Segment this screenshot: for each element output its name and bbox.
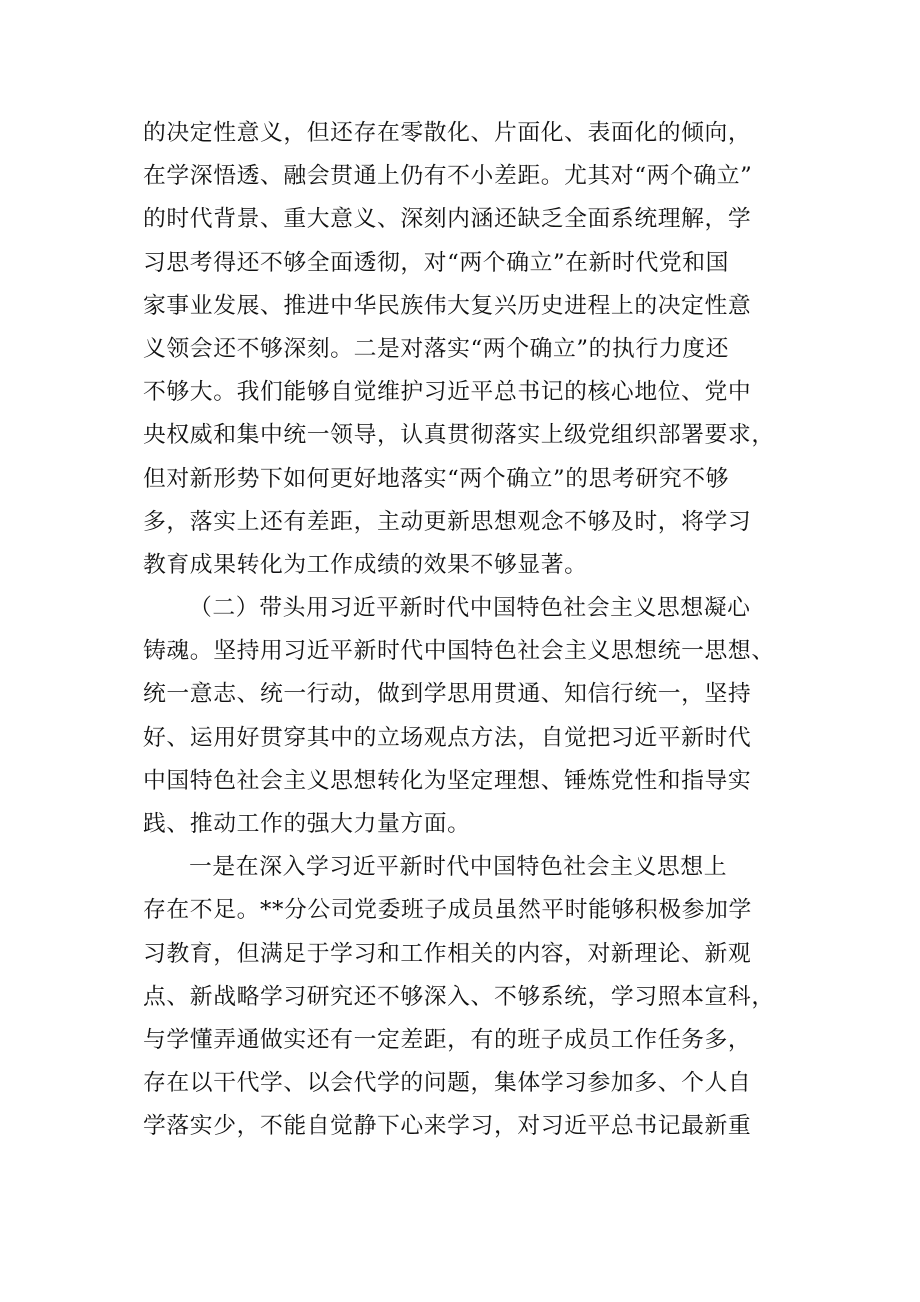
text-line: 学落实少，不能自觉静下心来学习，对习近平总书记最新重 bbox=[143, 1113, 752, 1140]
text-line: 铸魂。坚持用习近平新时代中国特色社会主义思想统一思想、 bbox=[143, 638, 775, 665]
text-line: 统一意志、统一行动，做到学思用贯通、知信行统一，坚持 bbox=[143, 681, 752, 708]
text-line: 存在不足。**分公司党委班子成员虽然平时能够积极参加学 bbox=[143, 897, 752, 924]
text-line: 家事业发展、推进中华民族伟大复兴历史进程上的决定性意 bbox=[143, 292, 752, 319]
text-line: 与学懂弄通做实还有一定差距，有的班子成员工作任务多， bbox=[143, 1026, 752, 1053]
text-line: 多，落实上还有差距，主动更新思想观念不够及时，将学习 bbox=[143, 508, 752, 535]
text-line: 义领会还不够深刻。二是对落实“两个确立”的执行力度还 bbox=[143, 335, 730, 362]
text-line: 存在以干代学、以会代学的问题，集体学习参加多、个人自 bbox=[143, 1070, 752, 1097]
text-line-first-indented: 一是在深入学习近平新时代中国特色社会主义思想上 bbox=[189, 854, 728, 881]
text-line: 但对新形势下如何更好地落实“两个确立”的思考研究不够 bbox=[143, 465, 730, 492]
paragraph-1 bbox=[143, 112, 793, 587]
text-line: 习教育，但满足于学习和工作相关的内容，对新理论、新观 bbox=[143, 940, 752, 967]
text-line: 不够大。我们能够自觉维护习近平总书记的核心地位、党中 bbox=[143, 379, 752, 406]
text-line: 央权威和集中统一领导，认真贯彻落实上级党组织部署要求， bbox=[143, 422, 775, 449]
text-line: 的决定性意义，但还存在零散化、片面化、表面化的倾向， bbox=[143, 120, 752, 146]
text-line: 在学深悟透、融会贯通上仍有不小差距。尤其对“两个确立” bbox=[143, 163, 753, 190]
text-line: 中国特色社会主义思想转化为坚定理想、锤炼党性和指导实 bbox=[143, 767, 752, 794]
paragraph-2-section-heading bbox=[143, 587, 793, 846]
text-line-first-indented: （二）带头用习近平新时代中国特色社会主义思想凝心 bbox=[189, 595, 751, 622]
text-line: 点、新战略学习研究还不够深入、不够系统，学习照本宣科， bbox=[143, 983, 775, 1010]
text-line: 践、推动工作的强大力量方面。 bbox=[143, 811, 471, 837]
paragraph-3 bbox=[143, 846, 793, 1148]
text-line: 好、运用好贯穿其中的立场观点方法，自觉把习近平新时代 bbox=[143, 724, 752, 751]
text-line: 习思考得还不够全面透彻，对“两个确立”在新时代党和国 bbox=[143, 249, 730, 276]
document-page bbox=[143, 112, 793, 1149]
text-line: 教育成果转化为工作成绩的效果不够显著。 bbox=[143, 551, 588, 578]
text-line: 的时代背景、重大意义、深刻内涵还缺乏全面系统理解，学 bbox=[143, 206, 752, 233]
